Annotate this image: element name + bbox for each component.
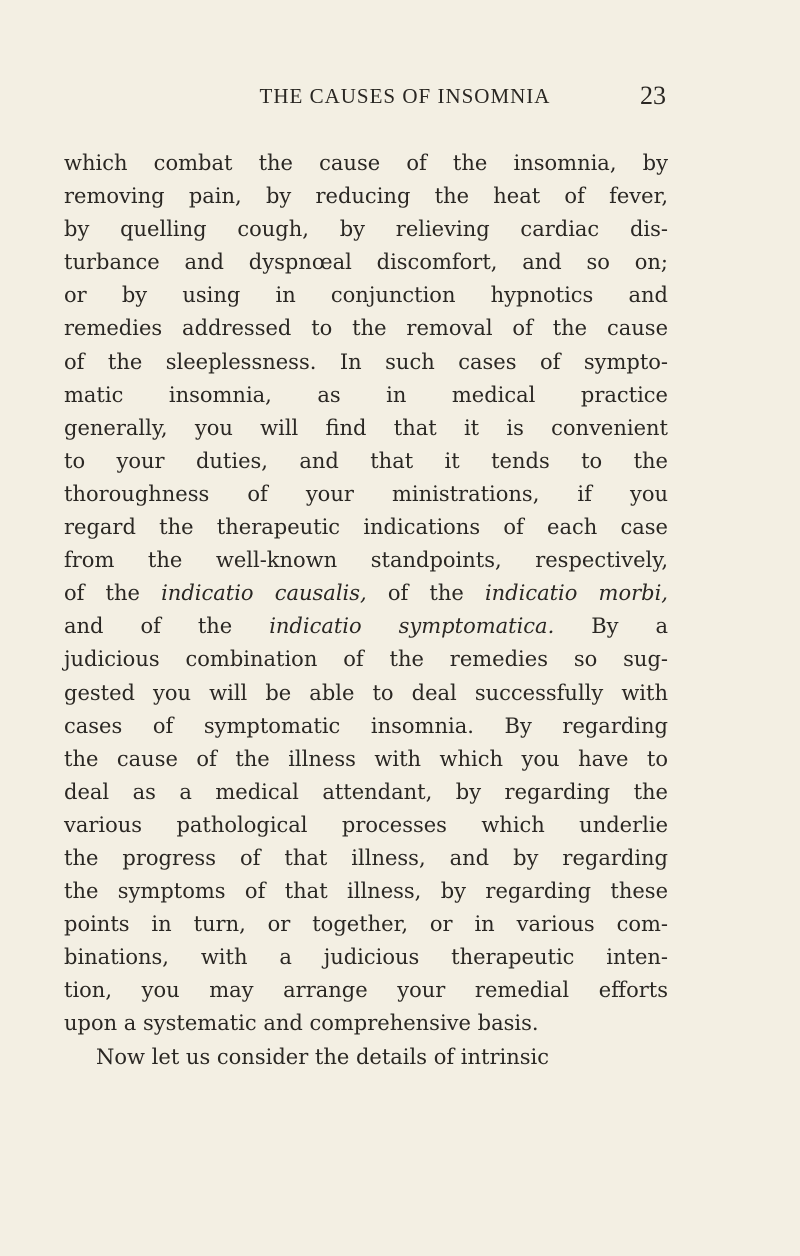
text-line: of the sleeplessness. In such cases of sympto- xyxy=(64,349,668,374)
text-line: judicious combination of the remedies so sug- xyxy=(64,647,668,672)
text-line: thoroughness of your ministrations, if you xyxy=(64,481,668,506)
text-line: various pathological processes which underlie xyxy=(64,812,668,837)
text-line: points in turn, or together, or in various com- xyxy=(64,912,668,937)
text-line: from the well-known standpoints, respectively, xyxy=(64,548,668,573)
text-line: removing pain, by reducing the heat of fever, xyxy=(64,184,668,209)
text-segment: of the xyxy=(366,581,485,606)
text-line-mixed xyxy=(64,577,668,610)
text-segment: and of the xyxy=(64,614,270,639)
text-line: remedies addressed to the removal of the cause xyxy=(64,316,668,341)
italic-term: indicatio causalis, xyxy=(161,581,367,606)
text-line: binations, with a judicious therapeutic inten- xyxy=(64,945,668,970)
text-line: upon a systematic and comprehensive basis. xyxy=(64,1011,539,1036)
page-number: 23 xyxy=(640,81,666,110)
text-line: Now let us consider the details of intrinsic xyxy=(96,1044,549,1069)
text-segment: of the xyxy=(64,581,162,606)
text-line: or by using in conjunction hypnotics and xyxy=(64,283,668,308)
text-line: the progress of that illness, and by regarding xyxy=(64,845,668,870)
page-header xyxy=(64,81,666,114)
italic-term: indicatio morbi, xyxy=(484,581,668,606)
text-line: the cause of the illness with which you have to xyxy=(64,746,668,771)
text-line: tion, you may arrange your remedial efforts xyxy=(64,978,668,1003)
text-line: generally, you will find that it is convenient xyxy=(64,415,668,440)
text-line: turbance and dyspnœal discomfort, and so on; xyxy=(64,250,668,275)
text-line: by quelling cough, by relieving cardiac dis- xyxy=(64,217,668,242)
italic-term: indicatio symptomatica. xyxy=(269,614,555,639)
text-line: gested you will be able to deal successfully with xyxy=(64,680,668,705)
text-segment: By a xyxy=(554,614,669,639)
text-line: regard the therapeutic indications of each case xyxy=(64,515,668,540)
text-line: cases of symptomatic insomnia. By regarding xyxy=(64,713,668,738)
text-line-mixed xyxy=(64,610,668,643)
body-text xyxy=(64,147,668,1074)
running-head: THE CAUSES OF INSOMNIA xyxy=(259,84,551,108)
text-line: to your duties, and that it tends to the xyxy=(64,448,668,473)
text-line: which combat the cause of the insomnia, by xyxy=(64,151,668,175)
text-line: the symptoms of that illness, by regarding these xyxy=(64,879,668,904)
text-line: matic insomnia, as in medical practice xyxy=(64,382,668,407)
text-line: deal as a medical attendant, by regarding the xyxy=(64,779,668,804)
